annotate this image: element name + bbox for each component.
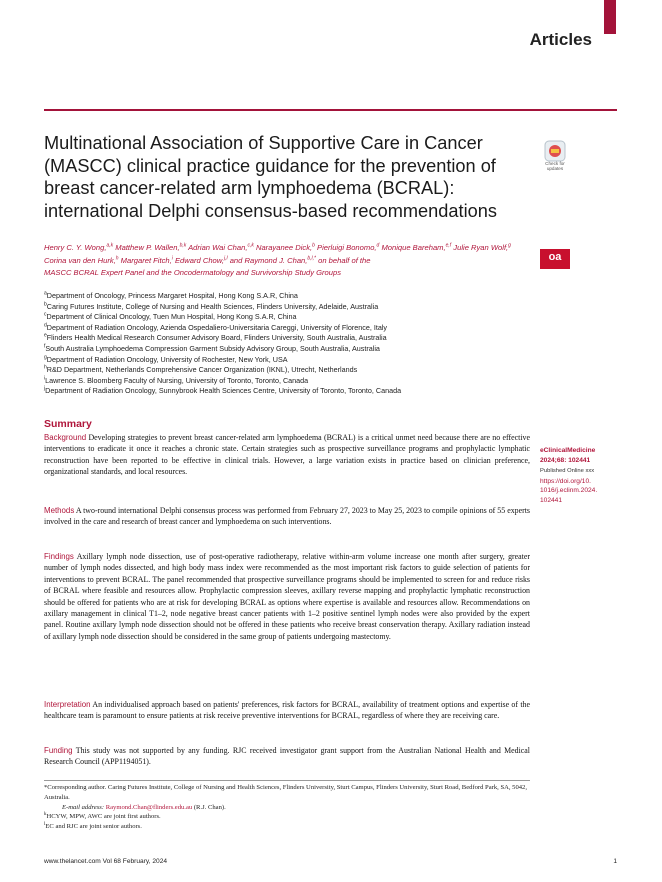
affiliation-item: $^e$Flinders Health Medical Research Consumer Advisory Board, Flinders University, South Australia, Australia (44, 332, 387, 343)
summary-heading: Summary (44, 418, 92, 430)
affiliation-item: $^g$Department of Radiation Oncology, University of Rochester, New York, USA (44, 354, 288, 364)
author[interactable]: Henry C. Y. Wong, (44, 243, 107, 252)
author-sup: g (508, 242, 511, 249)
author[interactable]: and Raymond J. Chan, (229, 255, 308, 265)
methods-label: Methods (44, 506, 75, 515)
affiliation-item: $^a$Department of Oncology, Princess Margaret Hospital, Hong Kong S.A.R, China (44, 290, 298, 300)
header-accent-bar (604, 0, 616, 34)
interpretation-label: Interpretation (44, 700, 91, 709)
affiliations (44, 291, 504, 397)
author[interactable]: Margaret Fitch, (120, 255, 172, 265)
author-group[interactable]: MASCC BCRAL Expert Panel and the Oncodermatology and Survivorship Study Groups (44, 268, 342, 278)
affiliation-item: $^b$Caring Futures Institute, College of Nursing and Health Sciences, Flinders University, Adelaide, Australia (44, 301, 379, 311)
email-suffix: (R.J. Chan). (193, 803, 226, 811)
doi-link[interactable]: https://doi.org/10. 1016/j.eclinm.2024. 102441 (540, 477, 598, 504)
published-online: Published Online xxx (540, 468, 595, 475)
header-rule (44, 109, 617, 111)
funding-paragraph (44, 745, 530, 768)
author[interactable]: Julie Ryan Wolf, (453, 243, 509, 252)
author-sup: b (312, 242, 315, 249)
findings-label: Findings (44, 552, 74, 561)
footer-journal-info[interactable]: www.thelancet.com Vol 68 February, 2024 (44, 858, 168, 865)
check-for-updates-badge[interactable] (540, 140, 570, 174)
affiliation-item: $^j$Department of Radiation Oncology, Sunnybrook Health Sciences Centre, University of Toronto, Toronto, Canada (44, 385, 402, 396)
interpretation-text: An individualised approach based on patients' preferences, risk factors for BCRAL, availability of treatment options and expertise of the healthcare team is paramount to ensure patients at risk receive preventive interventions for BCRAL, regardless of where they are receiving care. (44, 700, 530, 721)
joint-first-authors-note: $^k$HCYW, MPW, AWC are joint first authors. (44, 812, 161, 821)
author-sup: b,k (179, 242, 187, 249)
affiliation-item: $^f$South Australia Lymphoedema Compression Garment Subsidy Advisory Group, South Australia, Australia (44, 343, 380, 353)
author-sup: e,f (445, 242, 452, 249)
author[interactable]: Matthew P. Wallen, (115, 243, 180, 252)
article-title: Multinational Association of Supportive Care in Cancer (MASCC) clinical practice guidance for the prevention of breast cancer-related arm lymphoedema (BCRAL): international Delphi consensus-based recommendations (44, 133, 497, 221)
methods-paragraph (44, 505, 530, 528)
email-link[interactable]: Raymond.Chan@flinders.edu.au (105, 803, 193, 811)
author-sup: i (171, 255, 173, 262)
author[interactable]: Corina van den Hurk, (44, 255, 116, 265)
corresponding-author-note: *Corresponding author. Caring Futures Institute, College of Nursing and Health Sciences, Flinders University, Sturt Campus, Flinders University, Sturt Road, Bedford Park, SA, 5042, Australia. (44, 784, 528, 801)
funding-text: This study was not supported by any funding. RJC received investigator grant support from the Australian National Health and Medical Research Council (APP1194051). (44, 746, 530, 767)
page-footer (44, 858, 617, 865)
affiliation-item: $^c$Department of Clinical Oncology, Tuen Mun Hospital, Hong Kong S.A.R, China (44, 311, 297, 322)
author[interactable]: Narayanee Dick, (255, 243, 313, 252)
background-text: Developing strategies to prevent breast cancer-related arm lymphoedema (BCRAL) is a critical unmet need because there are no effective interventions to eradicate it once it reaches a chronic state. Certain strategies such as prospective surveillance programs and prophylactic lymphatic reconstruction have been reported to be effective in clinical trials. However, a large variation exists in practice based on clinician preference, organizational standards, and local resources. (44, 433, 530, 477)
author-sup: j,l (223, 255, 228, 262)
background-label: Background (44, 433, 87, 442)
author[interactable]: Pierluigi Bonomo, (317, 243, 377, 252)
open-access-label: oa (548, 251, 562, 263)
findings-paragraph (44, 551, 530, 642)
affiliation-item: $^d$Department of Radiation Oncology, Azienda Ospedaliero-Universitaria Careggi, University of Florence, Italy (44, 322, 388, 332)
background-paragraph (44, 432, 530, 478)
author[interactable]: Edward Chow, (174, 255, 224, 265)
author-sup: h (115, 255, 119, 262)
interpretation-paragraph (44, 699, 530, 722)
open-access-badge (540, 249, 570, 269)
section-label: Articles (529, 30, 592, 49)
author-sup: d (376, 242, 380, 249)
email-label: E-mail address: (62, 803, 105, 811)
journal-sidebar (540, 446, 620, 506)
email-line (44, 803, 530, 813)
journal-volume: 2024;68: 102441 (540, 456, 591, 464)
funding-label: Funding (44, 746, 73, 755)
check-for-updates-label: Check for updates (545, 161, 565, 171)
affiliation-item: $^i$Lawrence S. Bloomberg Faculty of Nursing, University of Toronto, Toronto, Canada (44, 375, 309, 385)
author-sup: b,l,* (307, 255, 316, 262)
author[interactable]: Monique Bareham, (381, 243, 446, 252)
footnote-rule (44, 780, 530, 781)
methods-text: A two-round international Delphi consensus process was performed from February 27, 2023 to May 25, 2023 to compile opinions of 55 experts involved in the care and research of breast cancer and lymphoedema on such interventions. (44, 506, 530, 527)
journal-name: eClinicalMedicine (540, 447, 596, 454)
page-number: 1 (613, 858, 617, 865)
joint-senior-authors-note: $^l$EC and RJC are joint senior authors. (44, 822, 142, 831)
author-note: on behalf of the (318, 255, 371, 265)
findings-text: Axillary lymph node dissection, use of post-operative radiotherapy, relative within-arm volume increase one month after surgery, greater number of lymph nodes dissected, and high body mass index were recommended as the most important risk factors to guide selection of patients for interventions to prevent BCRAL. The panel recommended that prospective surveillance programs should be implemented to screen for and reduce risks of BCRAL where feasible and resources allow. Prophylactic compression sleeves, axillary reverse mapping and prophylactic lymphatic reconstruction should be offered for patients who are at risk for developing BCRAL as options where expertise is available and resources allow. Recommendations on axillary management in clinical T1–2, node negative breast cancer patients with 1–2 positive sentinel lymph nodes were also provided by the expert panel. Routine axillary lymph node dissection should not be offered in these patients who receive breast conservation therapy. Axillary radiation instead of axillary lymph node dissection should be considered in the same group of patients undergoing mastectomy. (44, 552, 531, 641)
author-sup: c,k (247, 242, 254, 249)
footnotes (44, 783, 530, 832)
affiliation-item: $^h$R&D Department, Netherlands Comprehensive Cancer Organization (IKNL), Utrecht, Netherlands (44, 364, 358, 375)
author-list (44, 242, 514, 280)
author[interactable]: Adrian Wai Chan, (188, 243, 248, 252)
author-sup: a,k (106, 242, 114, 249)
